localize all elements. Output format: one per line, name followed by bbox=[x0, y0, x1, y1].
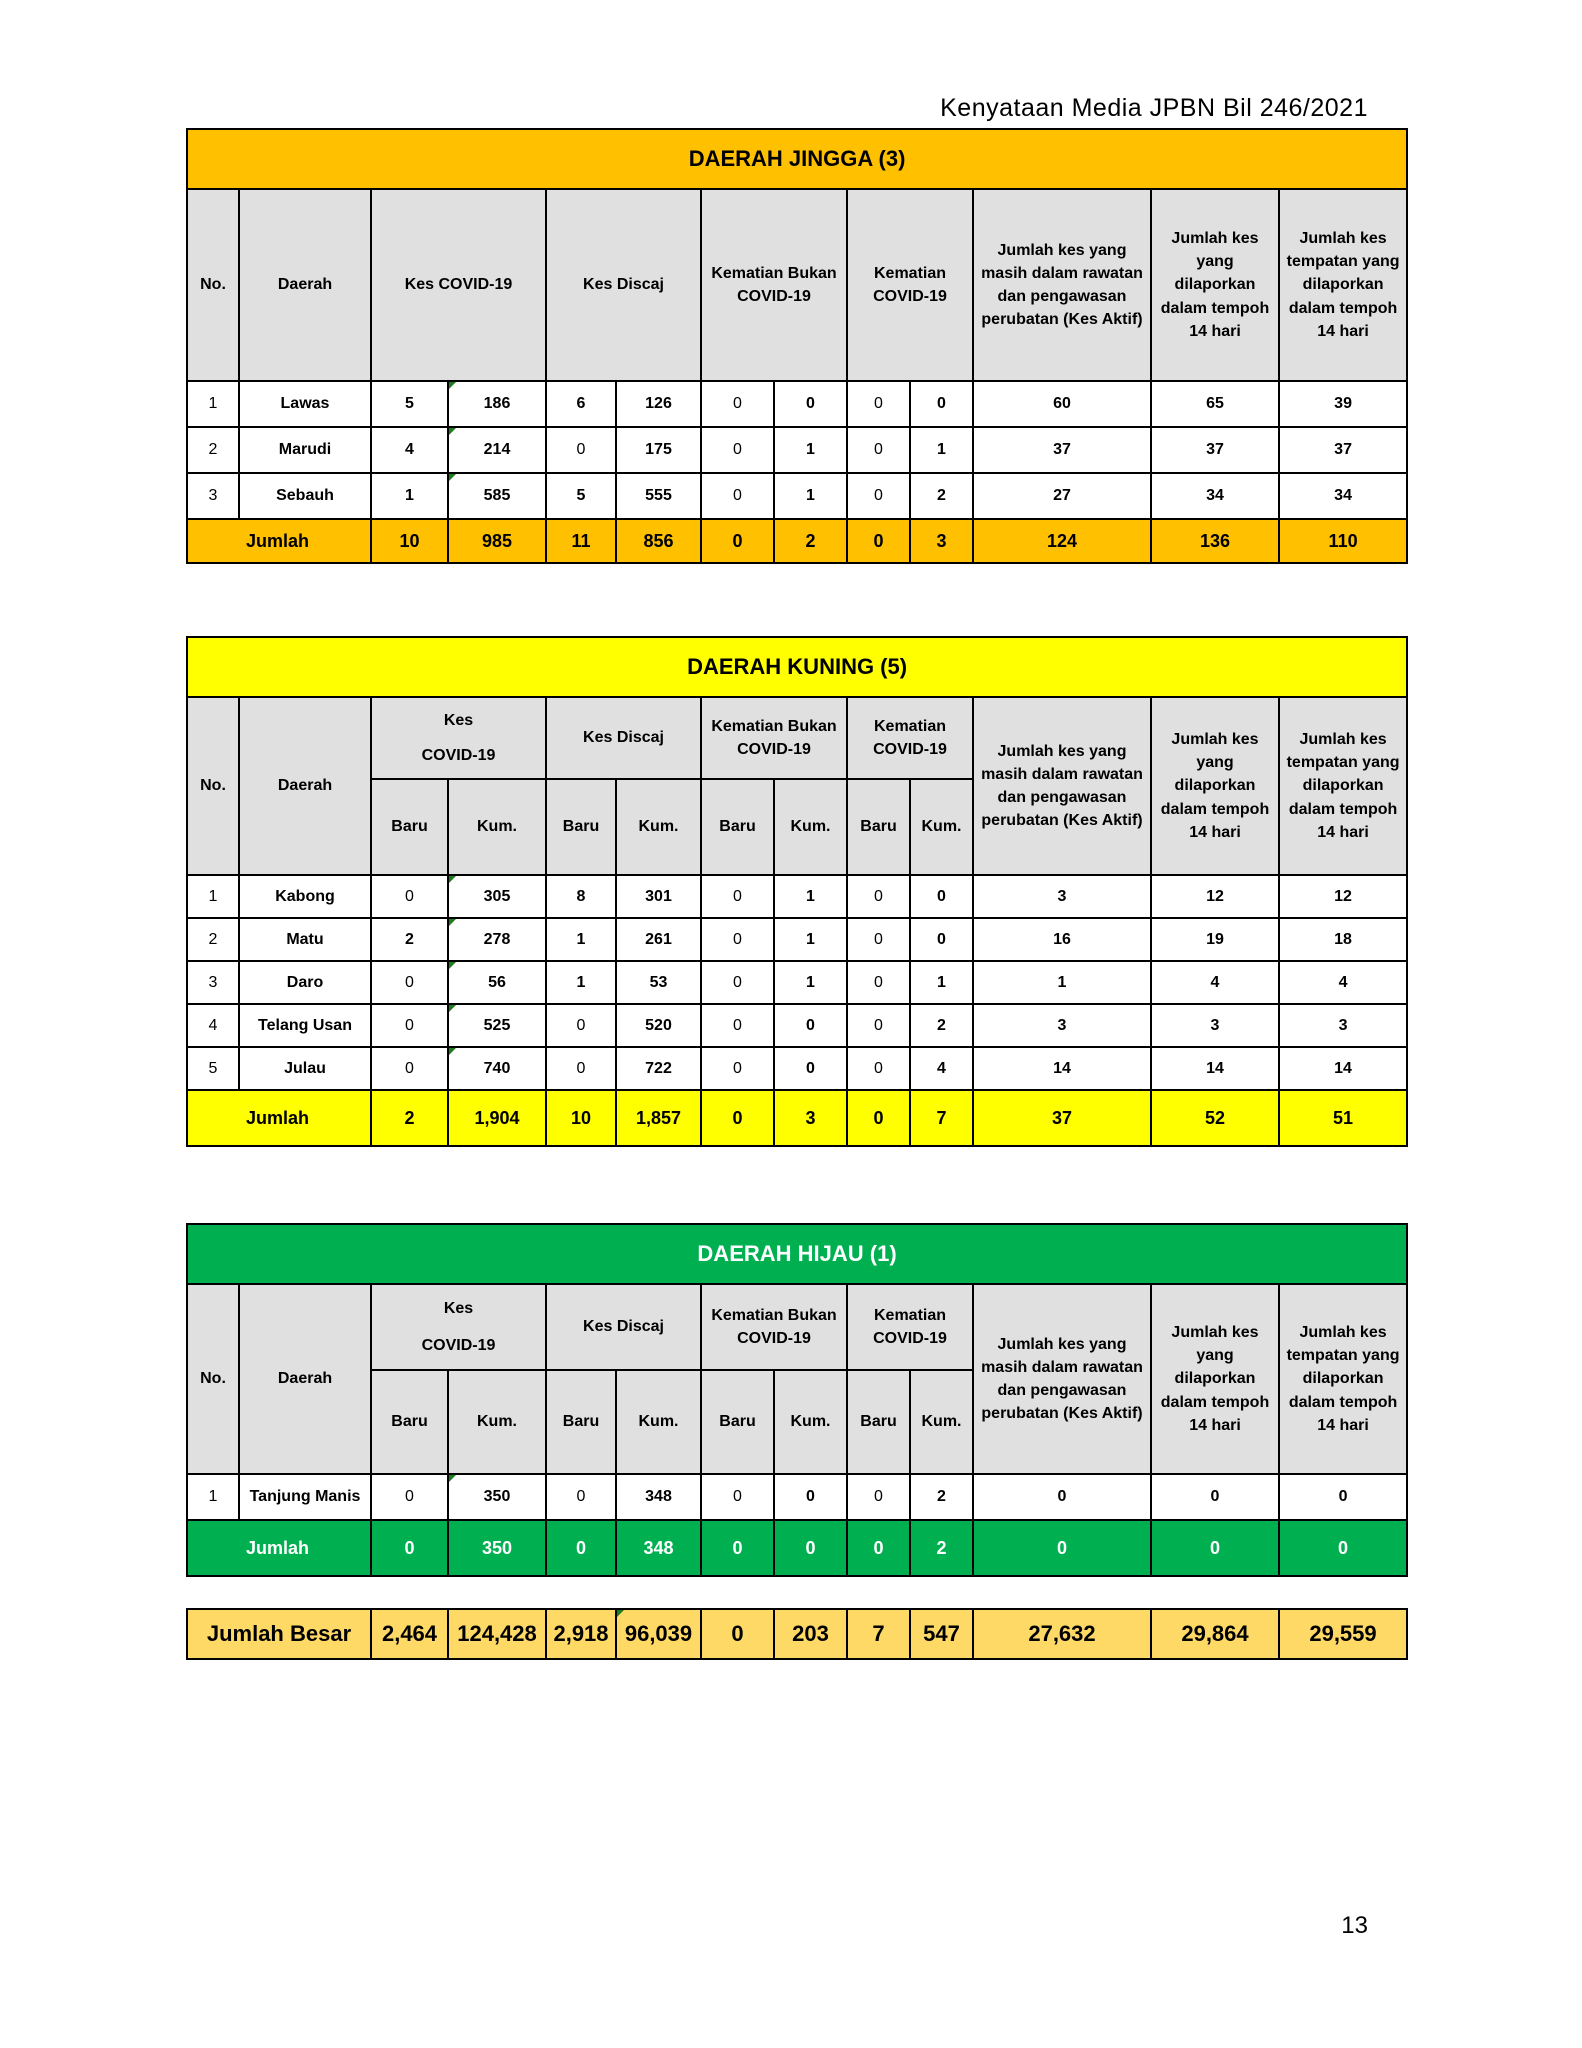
col-kes-aktif-header: Jumlah kes yang masih dalam rawatan dan pengawasan perubatan (Kes Aktif) bbox=[973, 1284, 1151, 1474]
total-dilaporkan: 52 bbox=[1151, 1090, 1279, 1146]
col-daerah-header: Daerah bbox=[239, 1284, 371, 1474]
sub-baru-header: Baru bbox=[371, 1370, 448, 1474]
cell-discaj-kum: 555 bbox=[616, 473, 701, 519]
cell-covid-baru: 0 bbox=[847, 381, 910, 427]
total-discaj-kum: 348 bbox=[616, 1520, 701, 1576]
cell-covid-baru: 0 bbox=[847, 427, 910, 473]
total-bukan-kum: 0 bbox=[774, 1520, 847, 1576]
total-label: Jumlah bbox=[187, 1520, 371, 1576]
cell-covid-kum: 0 bbox=[910, 381, 973, 427]
grand-total-label: Jumlah Besar bbox=[187, 1609, 371, 1659]
col-kes-discaj-header: Kes Discaj bbox=[546, 189, 701, 381]
col-dilaporkan-header: Jumlah kes yang dilaporkan dalam tempoh 14 hari bbox=[1151, 1284, 1279, 1474]
total-kes-aktif: 124 bbox=[973, 519, 1151, 563]
kes-header-top: Kes bbox=[443, 711, 474, 729]
grand-kes-baru: 2,464 bbox=[371, 1609, 448, 1659]
total-kes-baru: 2 bbox=[371, 1090, 448, 1146]
row-daerah: Lawas bbox=[239, 381, 371, 427]
cell-covid-kum: 1 bbox=[910, 961, 973, 1004]
cell-discaj-kum: 301 bbox=[616, 875, 701, 918]
table-row bbox=[187, 875, 1407, 918]
col-kematian-bukan-header: Kematian Bukan COVID-19 bbox=[701, 697, 847, 779]
grand-bukan-baru: 0 bbox=[701, 1609, 774, 1659]
cell-kes-kum: 585 bbox=[448, 473, 546, 519]
grand-discaj-baru: 2,918 bbox=[546, 1609, 616, 1659]
total-kes-baru: 0 bbox=[371, 1520, 448, 1576]
cell-kes-baru: 5 bbox=[371, 381, 448, 427]
row-daerah: Telang Usan bbox=[239, 1004, 371, 1047]
cell-discaj-kum: 126 bbox=[616, 381, 701, 427]
col-kematian-covid-header: Kematian COVID-19 bbox=[847, 189, 973, 381]
cell-dilaporkan: 0 bbox=[1151, 1474, 1279, 1520]
cell-bukan-baru: 0 bbox=[701, 875, 774, 918]
sub-kum-header: Kum. bbox=[616, 1370, 701, 1474]
total-kes-kum: 985 bbox=[448, 519, 546, 563]
col-dilaporkan-header: Jumlah kes yang dilaporkan dalam tempoh 14 hari bbox=[1151, 189, 1279, 381]
row-no: 3 bbox=[187, 961, 239, 1004]
col-no-header: No. bbox=[187, 1284, 239, 1474]
col-kes-covid-header bbox=[371, 697, 546, 779]
cell-covid-kum: 0 bbox=[910, 918, 973, 961]
grand-bukan-kum: 203 bbox=[774, 1609, 847, 1659]
cell-tempatan: 12 bbox=[1279, 875, 1407, 918]
cell-discaj-baru: 0 bbox=[546, 1474, 616, 1520]
cell-bukan-kum: 1 bbox=[774, 875, 847, 918]
cell-bukan-baru: 0 bbox=[701, 961, 774, 1004]
total-covid-baru: 0 bbox=[847, 1520, 910, 1576]
cell-discaj-baru: 1 bbox=[546, 918, 616, 961]
cell-bukan-baru: 0 bbox=[701, 473, 774, 519]
table-row bbox=[187, 1474, 1407, 1520]
col-no-header: No. bbox=[187, 697, 239, 875]
total-covid-baru: 0 bbox=[847, 1090, 910, 1146]
hijau-title: DAERAH HIJAU (1) bbox=[187, 1224, 1407, 1284]
cell-discaj-baru: 8 bbox=[546, 875, 616, 918]
cell-discaj-baru: 5 bbox=[546, 473, 616, 519]
row-daerah: Marudi bbox=[239, 427, 371, 473]
kes-header-top: Kes bbox=[443, 1299, 474, 1317]
table-row bbox=[187, 918, 1407, 961]
total-bukan-baru: 0 bbox=[701, 1090, 774, 1146]
row-no: 3 bbox=[187, 473, 239, 519]
cell-covid-kum: 2 bbox=[910, 473, 973, 519]
jingga-table bbox=[186, 128, 1408, 564]
col-kes-discaj-header: Kes Discaj bbox=[546, 1284, 701, 1370]
total-covid-kum: 7 bbox=[910, 1090, 973, 1146]
cell-bukan-kum: 0 bbox=[774, 1474, 847, 1520]
cell-kes-baru: 4 bbox=[371, 427, 448, 473]
cell-dilaporkan: 34 bbox=[1151, 473, 1279, 519]
row-no: 2 bbox=[187, 918, 239, 961]
grand-kes-aktif: 27,632 bbox=[973, 1609, 1151, 1659]
col-daerah-header: Daerah bbox=[239, 697, 371, 875]
sub-baru-header: Baru bbox=[701, 1370, 774, 1474]
cell-discaj-kum: 520 bbox=[616, 1004, 701, 1047]
col-tempatan-header: Jumlah kes tempatan yang dilaporkan dalam tempoh 14 hari bbox=[1279, 189, 1407, 381]
col-kematian-covid-header: Kematian COVID-19 bbox=[847, 697, 973, 779]
cell-kes-baru: 2 bbox=[371, 918, 448, 961]
sub-kum-header: Kum. bbox=[616, 779, 701, 875]
grand-total-table bbox=[186, 1608, 1408, 1660]
grand-covid-baru: 7 bbox=[847, 1609, 910, 1659]
col-kes-discaj-header: Kes Discaj bbox=[546, 697, 701, 779]
cell-kes-aktif: 37 bbox=[973, 427, 1151, 473]
kuning-table bbox=[186, 636, 1408, 1147]
row-no: 4 bbox=[187, 1004, 239, 1047]
col-dilaporkan-header: Jumlah kes yang dilaporkan dalam tempoh 14 hari bbox=[1151, 697, 1279, 875]
cell-bukan-kum: 0 bbox=[774, 1047, 847, 1090]
table-row bbox=[187, 427, 1407, 473]
total-covid-baru: 0 bbox=[847, 519, 910, 563]
total-bukan-kum: 3 bbox=[774, 1090, 847, 1146]
table-row bbox=[187, 961, 1407, 1004]
cell-kes-baru: 0 bbox=[371, 1474, 448, 1520]
grand-kes-kum: 124,428 bbox=[448, 1609, 546, 1659]
cell-covid-kum: 2 bbox=[910, 1004, 973, 1047]
row-no: 1 bbox=[187, 875, 239, 918]
cell-kes-aktif: 1 bbox=[973, 961, 1151, 1004]
grand-covid-kum: 547 bbox=[910, 1609, 973, 1659]
cell-discaj-baru: 6 bbox=[546, 381, 616, 427]
col-daerah-header: Daerah bbox=[239, 189, 371, 381]
table-row bbox=[187, 1047, 1407, 1090]
cell-dilaporkan: 65 bbox=[1151, 381, 1279, 427]
kes-header-bottom: COVID-19 bbox=[421, 747, 496, 764]
total-bukan-baru: 0 bbox=[701, 519, 774, 563]
cell-tempatan: 39 bbox=[1279, 381, 1407, 427]
row-daerah: Kabong bbox=[239, 875, 371, 918]
col-kes-aktif-header: Jumlah kes yang masih dalam rawatan dan pengawasan perubatan (Kes Aktif) bbox=[973, 697, 1151, 875]
table-row bbox=[187, 1004, 1407, 1047]
sub-baru-header: Baru bbox=[546, 1370, 616, 1474]
total-row bbox=[187, 1520, 1407, 1576]
cell-kes-aktif: 14 bbox=[973, 1047, 1151, 1090]
cell-bukan-kum: 1 bbox=[774, 427, 847, 473]
cell-covid-kum: 0 bbox=[910, 875, 973, 918]
cell-dilaporkan: 4 bbox=[1151, 961, 1279, 1004]
cell-discaj-kum: 348 bbox=[616, 1474, 701, 1520]
cell-bukan-kum: 0 bbox=[774, 1004, 847, 1047]
sub-kum-header: Kum. bbox=[448, 1370, 546, 1474]
cell-tempatan: 14 bbox=[1279, 1047, 1407, 1090]
sub-baru-header: Baru bbox=[847, 779, 910, 875]
cell-dilaporkan: 14 bbox=[1151, 1047, 1279, 1090]
total-discaj-baru: 10 bbox=[546, 1090, 616, 1146]
row-daerah: Sebauh bbox=[239, 473, 371, 519]
col-tempatan-header: Jumlah kes tempatan yang dilaporkan dalam tempoh 14 hari bbox=[1279, 1284, 1407, 1474]
total-kes-aktif: 0 bbox=[973, 1520, 1151, 1576]
cell-covid-baru: 0 bbox=[847, 918, 910, 961]
cell-discaj-baru: 0 bbox=[546, 427, 616, 473]
cell-covid-baru: 0 bbox=[847, 1047, 910, 1090]
grand-discaj-kum: 96,039 bbox=[616, 1609, 701, 1659]
cell-discaj-kum: 261 bbox=[616, 918, 701, 961]
cell-dilaporkan: 19 bbox=[1151, 918, 1279, 961]
kes-header-bottom: COVID-19 bbox=[421, 1337, 496, 1354]
cell-kes-kum: 214 bbox=[448, 427, 546, 473]
sub-baru-header: Baru bbox=[371, 779, 448, 875]
cell-dilaporkan: 12 bbox=[1151, 875, 1279, 918]
col-kematian-bukan-header: Kematian Bukan COVID-19 bbox=[701, 189, 847, 381]
col-kematian-bukan-header: Kematian Bukan COVID-19 bbox=[701, 1284, 847, 1370]
grand-dilaporkan: 29,864 bbox=[1151, 1609, 1279, 1659]
cell-kes-aktif: 0 bbox=[973, 1474, 1151, 1520]
sub-baru-header: Baru bbox=[546, 779, 616, 875]
jingga-title: DAERAH JINGGA (3) bbox=[187, 129, 1407, 189]
total-covid-kum: 2 bbox=[910, 1520, 973, 1576]
cell-bukan-kum: 1 bbox=[774, 961, 847, 1004]
col-kes-aktif-header: Jumlah kes yang masih dalam rawatan dan pengawasan perubatan (Kes Aktif) bbox=[973, 189, 1151, 381]
col-kes-covid-header bbox=[371, 1284, 546, 1370]
total-row bbox=[187, 519, 1407, 563]
total-discaj-baru: 0 bbox=[546, 1520, 616, 1576]
cell-bukan-baru: 0 bbox=[701, 918, 774, 961]
total-tempatan: 51 bbox=[1279, 1090, 1407, 1146]
cell-covid-baru: 0 bbox=[847, 875, 910, 918]
sub-kum-header: Kum. bbox=[774, 1370, 847, 1474]
sub-kum-header: Kum. bbox=[774, 779, 847, 875]
cell-discaj-kum: 175 bbox=[616, 427, 701, 473]
sub-kum-header: Kum. bbox=[448, 779, 546, 875]
row-no: 1 bbox=[187, 381, 239, 427]
cell-kes-baru: 1 bbox=[371, 473, 448, 519]
total-label: Jumlah bbox=[187, 519, 371, 563]
cell-kes-kum: 278 bbox=[448, 918, 546, 961]
total-kes-kum: 350 bbox=[448, 1520, 546, 1576]
col-no-header: No. bbox=[187, 189, 239, 381]
row-no: 1 bbox=[187, 1474, 239, 1520]
row-no: 5 bbox=[187, 1047, 239, 1090]
total-kes-baru: 10 bbox=[371, 519, 448, 563]
cell-tempatan: 37 bbox=[1279, 427, 1407, 473]
cell-tempatan: 0 bbox=[1279, 1474, 1407, 1520]
cell-kes-baru: 0 bbox=[371, 1004, 448, 1047]
col-kes-covid-header: Kes COVID-19 bbox=[371, 189, 546, 381]
total-tempatan: 110 bbox=[1279, 519, 1407, 563]
table-row bbox=[187, 381, 1407, 427]
total-bukan-kum: 2 bbox=[774, 519, 847, 563]
cell-discaj-baru: 0 bbox=[546, 1004, 616, 1047]
cell-kes-aktif: 3 bbox=[973, 875, 1151, 918]
cell-tempatan: 18 bbox=[1279, 918, 1407, 961]
row-daerah: Daro bbox=[239, 961, 371, 1004]
total-dilaporkan: 0 bbox=[1151, 1520, 1279, 1576]
row-daerah: Julau bbox=[239, 1047, 371, 1090]
total-tempatan: 0 bbox=[1279, 1520, 1407, 1576]
row-no: 2 bbox=[187, 427, 239, 473]
cell-tempatan: 34 bbox=[1279, 473, 1407, 519]
table-row bbox=[187, 473, 1407, 519]
cell-covid-kum: 2 bbox=[910, 1474, 973, 1520]
cell-kes-aktif: 27 bbox=[973, 473, 1151, 519]
cell-discaj-kum: 53 bbox=[616, 961, 701, 1004]
total-covid-kum: 3 bbox=[910, 519, 973, 563]
kuning-title: DAERAH KUNING (5) bbox=[187, 637, 1407, 697]
total-label: Jumlah bbox=[187, 1090, 371, 1146]
total-discaj-baru: 11 bbox=[546, 519, 616, 563]
sub-kum-header: Kum. bbox=[910, 779, 973, 875]
cell-discaj-kum: 722 bbox=[616, 1047, 701, 1090]
total-discaj-kum: 1,857 bbox=[616, 1090, 701, 1146]
cell-tempatan: 3 bbox=[1279, 1004, 1407, 1047]
cell-kes-kum: 56 bbox=[448, 961, 546, 1004]
total-discaj-kum: 856 bbox=[616, 519, 701, 563]
total-dilaporkan: 136 bbox=[1151, 519, 1279, 563]
cell-bukan-kum: 1 bbox=[774, 473, 847, 519]
cell-bukan-baru: 0 bbox=[701, 1474, 774, 1520]
cell-tempatan: 4 bbox=[1279, 961, 1407, 1004]
row-daerah: Matu bbox=[239, 918, 371, 961]
cell-bukan-kum: 1 bbox=[774, 918, 847, 961]
cell-covid-baru: 0 bbox=[847, 473, 910, 519]
cell-dilaporkan: 3 bbox=[1151, 1004, 1279, 1047]
cell-bukan-baru: 0 bbox=[701, 427, 774, 473]
cell-discaj-baru: 0 bbox=[546, 1047, 616, 1090]
row-daerah: Tanjung Manis bbox=[239, 1474, 371, 1520]
total-kes-kum: 1,904 bbox=[448, 1090, 546, 1146]
document-reference: Kenyataan Media JPBN Bil 246/2021 bbox=[940, 94, 1368, 122]
cell-covid-baru: 0 bbox=[847, 961, 910, 1004]
cell-kes-kum: 305 bbox=[448, 875, 546, 918]
cell-bukan-baru: 0 bbox=[701, 381, 774, 427]
total-row bbox=[187, 1090, 1407, 1146]
cell-covid-baru: 0 bbox=[847, 1474, 910, 1520]
cell-covid-kum: 1 bbox=[910, 427, 973, 473]
grand-total-row bbox=[187, 1609, 1407, 1659]
cell-kes-aktif: 60 bbox=[973, 381, 1151, 427]
total-kes-aktif: 37 bbox=[973, 1090, 1151, 1146]
sub-kum-header: Kum. bbox=[910, 1370, 973, 1474]
cell-covid-baru: 0 bbox=[847, 1004, 910, 1047]
cell-bukan-baru: 0 bbox=[701, 1004, 774, 1047]
cell-covid-kum: 4 bbox=[910, 1047, 973, 1090]
cell-bukan-baru: 0 bbox=[701, 1047, 774, 1090]
cell-kes-baru: 0 bbox=[371, 875, 448, 918]
sub-baru-header: Baru bbox=[847, 1370, 910, 1474]
col-kematian-covid-header: Kematian COVID-19 bbox=[847, 1284, 973, 1370]
cell-bukan-kum: 0 bbox=[774, 381, 847, 427]
grand-tempatan: 29,559 bbox=[1279, 1609, 1407, 1659]
cell-kes-baru: 0 bbox=[371, 1047, 448, 1090]
cell-discaj-baru: 1 bbox=[546, 961, 616, 1004]
cell-kes-kum: 350 bbox=[448, 1474, 546, 1520]
cell-kes-baru: 0 bbox=[371, 961, 448, 1004]
hijau-table bbox=[186, 1223, 1408, 1577]
sub-baru-header: Baru bbox=[701, 779, 774, 875]
col-tempatan-header: Jumlah kes tempatan yang dilaporkan dalam tempoh 14 hari bbox=[1279, 697, 1407, 875]
cell-kes-aktif: 3 bbox=[973, 1004, 1151, 1047]
cell-kes-kum: 525 bbox=[448, 1004, 546, 1047]
total-bukan-baru: 0 bbox=[701, 1520, 774, 1576]
cell-kes-aktif: 16 bbox=[973, 918, 1151, 961]
cell-dilaporkan: 37 bbox=[1151, 427, 1279, 473]
cell-kes-kum: 740 bbox=[448, 1047, 546, 1090]
cell-kes-kum: 186 bbox=[448, 381, 546, 427]
page-number: 13 bbox=[1341, 1912, 1368, 1939]
